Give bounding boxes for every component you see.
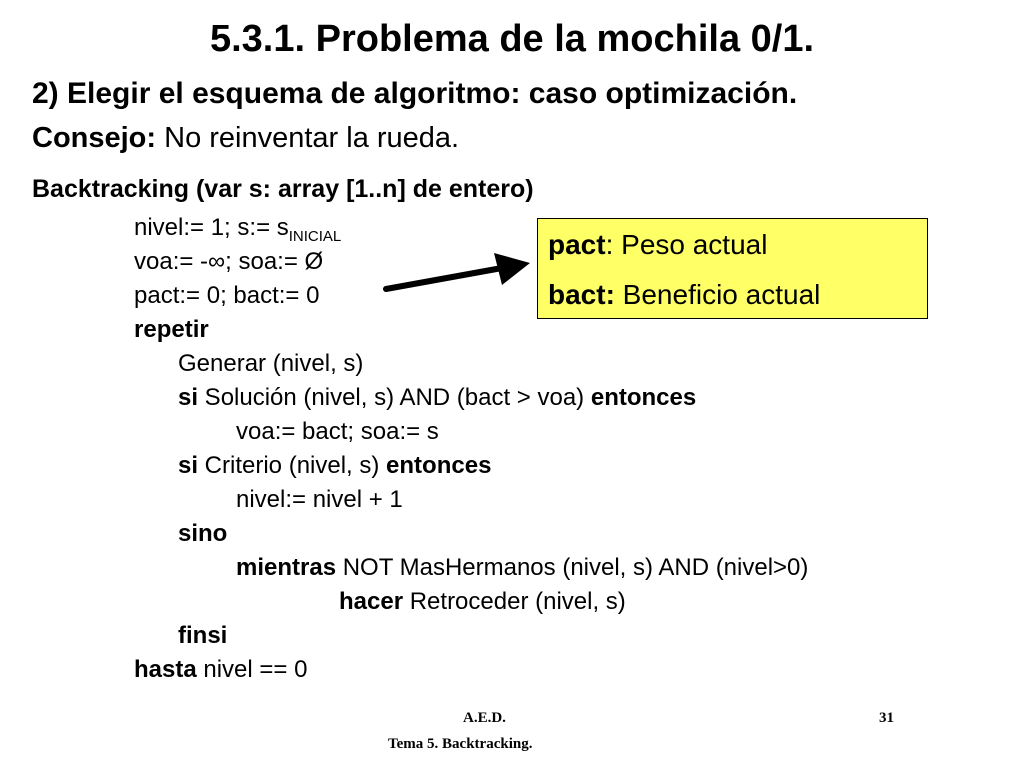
code-keyword: si — [178, 384, 199, 411]
code-keyword: si — [178, 452, 199, 479]
code-line-10: sino — [178, 520, 228, 547]
callout-bact-line — [548, 277, 820, 313]
code-line-7: voa:= bact; soa:= s — [236, 418, 439, 445]
footer-course: A.E.D. — [463, 710, 506, 726]
advice-line — [32, 119, 459, 157]
advice-label: Consejo: — [32, 122, 157, 154]
code-line-12 — [339, 585, 626, 619]
code-line-3: pact:= 0; bact:= 0 — [134, 282, 320, 309]
code-keyword: entonces — [590, 384, 697, 411]
code-subscript: INICIAL — [288, 228, 342, 245]
code-keyword: hacer — [339, 588, 404, 615]
slide-title: 5.3.1. Problema de la mochila 0/1. — [209, 18, 815, 60]
code-line-13: finsi — [178, 622, 228, 649]
code-keyword: entonces — [386, 452, 492, 479]
code-text: nivel:= 1; s:= s — [134, 214, 289, 241]
callout-bact-label: bact: — [548, 279, 615, 310]
callout-pact-label: pact — [548, 229, 606, 260]
code-keyword: hasta — [134, 656, 197, 683]
code-line-4: repetir — [134, 316, 209, 343]
code-line-2: voa:= -∞; soa:= Ø — [134, 248, 324, 275]
advice-text: No reinventar la rueda. — [156, 122, 460, 154]
code-line-5: Generar (nivel, s) — [178, 350, 364, 377]
callout-pact-line — [548, 227, 767, 263]
algorithm-header: Backtracking (var s: array [1..n] de entero) — [32, 175, 534, 203]
code-line-14 — [134, 653, 307, 687]
code-line-11 — [236, 551, 808, 585]
code-text: nivel == 0 — [196, 656, 308, 683]
code-line-6 — [178, 381, 696, 415]
code-text: NOT MasHermanos (nivel, s) AND (nivel>0) — [336, 554, 809, 581]
footer-page-number: 31 — [879, 710, 894, 726]
code-line-1 — [134, 211, 341, 245]
code-line-8 — [178, 449, 491, 483]
footer-topic: Tema 5. Backtracking. — [388, 736, 533, 752]
code-keyword: mientras — [236, 554, 337, 581]
arrow-right-icon — [380, 245, 540, 305]
code-text: Solución (nivel, s) AND (bact > voa) — [198, 384, 591, 411]
callout-pact-text: : Peso actual — [605, 229, 768, 260]
callout-box — [537, 218, 928, 319]
callout-bact-text: Beneficio actual — [614, 279, 821, 310]
code-line-9: nivel:= nivel + 1 — [236, 486, 403, 513]
code-text: Criterio (nivel, s) — [198, 452, 387, 479]
code-text: Retroceder (nivel, s) — [403, 588, 626, 615]
slide-subtitle: 2) Elegir el esquema de algoritmo: caso optimización. — [32, 77, 798, 110]
